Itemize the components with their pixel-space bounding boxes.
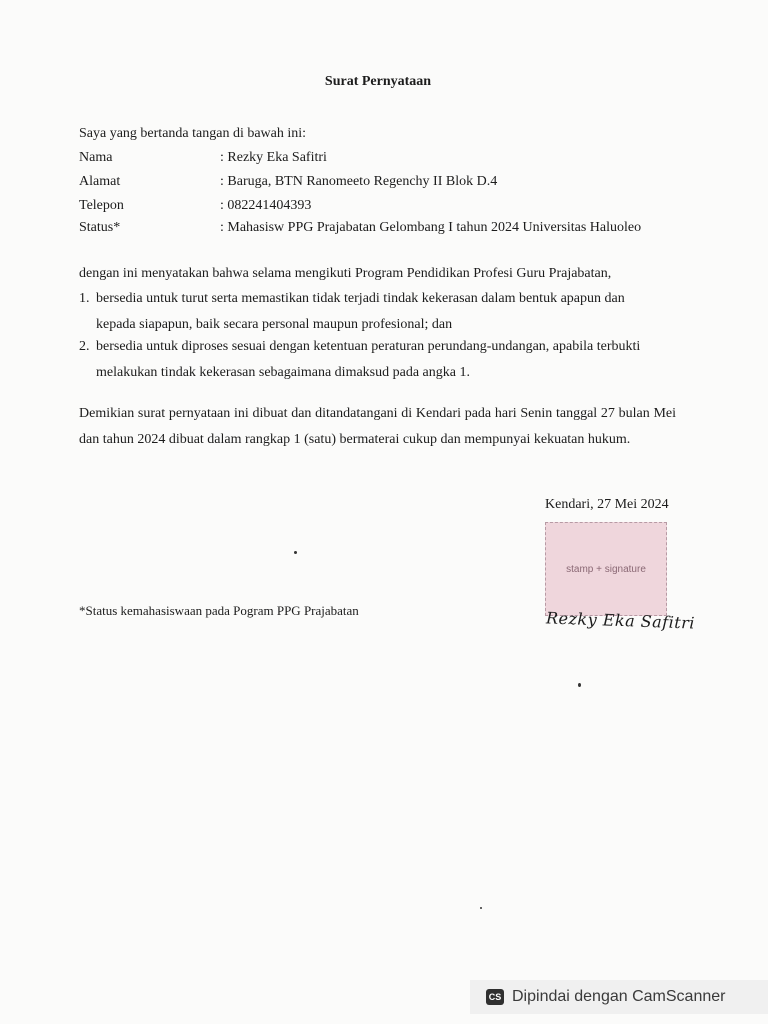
camscanner-icon: CS [486, 989, 504, 1005]
scan-speck [294, 551, 297, 554]
list-item-line: kepada siapapun, baik secara personal maupun profesional; dan [96, 317, 453, 332]
footnote: *Status kemahasiswaan pada Pogram PPG Prajabatan [79, 603, 359, 618]
field-value-telepon: : 082241404393 [220, 198, 312, 213]
field-label-status: Status* [79, 220, 121, 235]
field-value-nama: : Rezky Eka Safitri [220, 150, 327, 165]
field-label-alamat: Alamat [79, 174, 121, 189]
field-label-nama: Nama [79, 150, 113, 165]
list-item-line: melakukan tindak kekerasan sebagaimana dimaksud pada angka 1. [96, 365, 470, 380]
list-item-number: 1. [79, 291, 90, 306]
signature-name: Rezky Eka Safitri [545, 608, 696, 633]
statement-lead: dengan ini menyatakan bahwa selama mengikuti Program Pendidikan Profesi Guru Prajabatan, [79, 266, 612, 281]
field-value-alamat: : Baruga, BTN Ranomeeto Regenchy II Blok D.4 [220, 174, 498, 189]
scan-speck [480, 907, 482, 909]
document-title: Surat Pernyataan [324, 74, 432, 89]
field-label-telepon: Telepon [79, 198, 124, 213]
intro-text: Saya yang bertanda tangan di bawah ini: [79, 126, 307, 141]
field-value-status: : Mahasisw PPG Prajabatan Gelombang I tahun 2024 Universitas Haluoleo [220, 220, 642, 235]
list-item-number: 2. [79, 339, 90, 354]
camscanner-watermark [470, 980, 768, 1014]
watermark-text: Dipindai dengan CamScanner [512, 988, 726, 1005]
list-item-line: bersedia untuk turut serta memastikan tidak terjadi tindak kekerasan dalam bentuk apapun dan [96, 291, 625, 306]
stamp-placeholder: stamp + signature [545, 522, 667, 616]
closing-paragraph: Demikian surat pernyataan ini dibuat dan ditandatangani di Kendari pada hari Senin tanggal 27 bulan Mei dan tahun 2024 dibuat dalam rangkap 1 (satu) bermaterai cukup dan mempunyai kekuatan hukum. [79, 406, 676, 447]
list-item-line: bersedia untuk diproses sesuai dengan ketentuan peraturan perundang-undangan, apabila terbukti [96, 339, 641, 354]
place-date: Kendari, 27 Mei 2024 [545, 497, 669, 512]
scan-speck [578, 683, 581, 687]
